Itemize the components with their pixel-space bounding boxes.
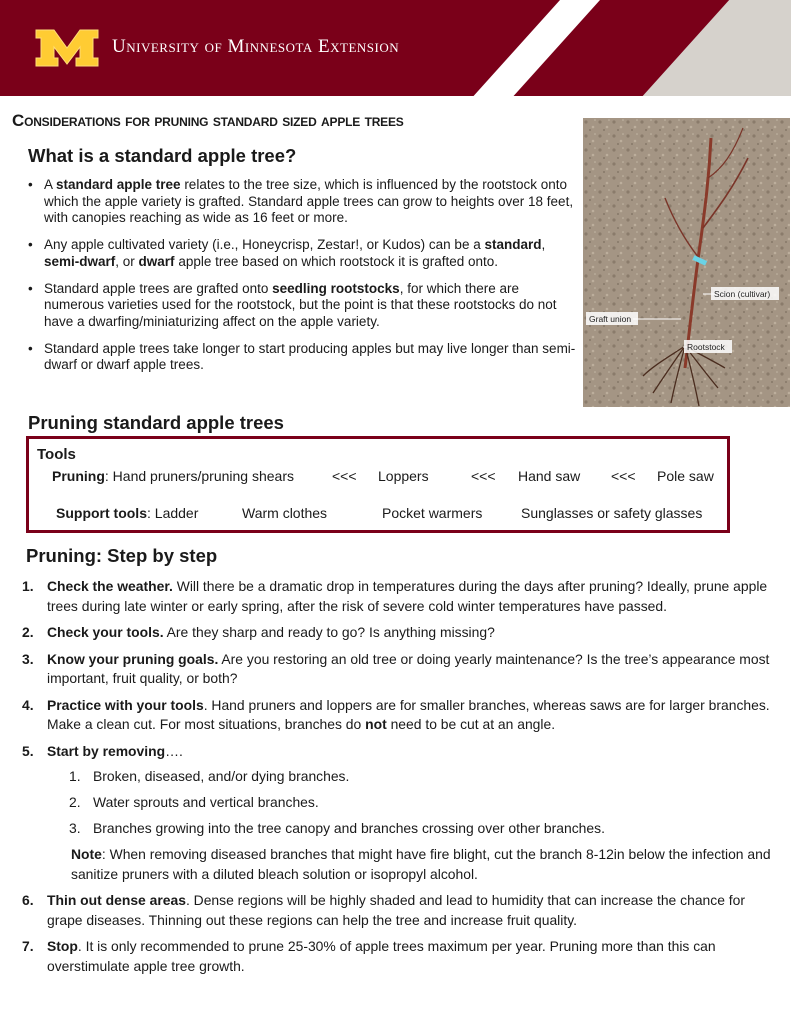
sub-step-number: 2.	[69, 794, 81, 810]
sub-step-number: 1.	[69, 768, 81, 784]
tools-title: Tools	[37, 446, 76, 463]
step-item	[22, 623, 782, 643]
bullet-0-text-2: relates to the tree size, which is influenced by the rootstock onto which the apple variety is grafted. Standard apple trees can grow to heights over 18 feet, with canopies reaching as wide as 16 feet or more.	[44, 177, 574, 225]
step-item	[22, 742, 782, 885]
step-1-text-1: Are they sharp and ready to go? Is anything missing?	[163, 624, 495, 640]
pruning-arrow-2: <<<	[471, 468, 496, 484]
standard-tree-bullets	[28, 177, 576, 384]
step-body	[47, 937, 782, 976]
support-label: Support tools	[56, 505, 147, 521]
pruning-row-label-wrap: Pruning: Hand pruners/pruning shears	[52, 468, 295, 484]
sub-step-number: 3.	[69, 820, 81, 836]
bullet-1-text-2: ,	[541, 237, 546, 252]
note-text-0: Note	[71, 846, 102, 862]
step-1-text-0: Check your tools.	[47, 624, 164, 640]
step-number: 4.	[22, 696, 34, 713]
step-2-text-0: Know your pruning goals.	[47, 650, 219, 667]
block-m-logo	[34, 28, 100, 68]
bullet-2-text-0: Standard apple trees are grafted onto	[44, 280, 273, 296]
bullet-0-text-0: A	[44, 177, 57, 192]
step-item	[22, 696, 782, 735]
sapling-photo	[583, 118, 790, 407]
sub-step-item	[47, 819, 782, 839]
support-tool-pocket-warmers: Pocket warmers	[382, 505, 483, 521]
step-item	[22, 577, 782, 616]
step-number: 7.	[22, 938, 34, 954]
sub-step-item	[47, 793, 782, 813]
bullet-1-text-5: dwarf	[138, 253, 175, 269]
step-body	[47, 696, 782, 735]
support-tool-ladder: Ladder	[154, 505, 199, 521]
pruning-arrow-3: <<<	[611, 468, 636, 484]
step-4-text-1: ….	[165, 742, 183, 759]
bullet-1-text-0: Any apple cultivated variety (i.e., Honeycrisp, Zestar!, or Kudos) can be a	[44, 237, 485, 252]
sub-step-text: Broken, diseased, and/or dying branches.	[93, 768, 350, 784]
bullet-1-text-1: standard	[484, 237, 542, 252]
step-body	[47, 623, 782, 643]
step-3-text-3: need to be cut at an angle.	[386, 716, 556, 732]
sub-step-item	[47, 767, 782, 787]
step-number: 5.	[22, 742, 34, 759]
bullet-1-text-6: apple tree based on which rootstock it is grafted onto.	[174, 253, 499, 269]
step-number: 3.	[22, 650, 34, 667]
section-heading-step-by-step: Pruning: Step by step	[26, 545, 218, 566]
section-heading-pruning-standard: Pruning standard apple trees	[28, 412, 284, 433]
step-3-text-1: . Hand pruners and loppers are for smaller branches, whereas saws are for larger branches. Make a clean cut. For most situations, branches do	[47, 696, 770, 732]
banner-divider-stripe	[474, 0, 600, 96]
step-4-text-0: Start by removing	[47, 742, 166, 759]
step-6-text-1: . It is only recommended to prune 25-30% of apple trees maximum per year. Pruning more than this can overstimulate apple tree growth.	[47, 938, 716, 974]
step-body	[47, 891, 782, 930]
section-heading-standard-tree: What is a standard apple tree?	[28, 145, 297, 166]
bullet-3-text-0: Standard apple trees take longer to start producing apples but may live longer than semi-dwarf or dwarf apple trees.	[44, 340, 576, 372]
pruning-steps-list	[22, 577, 782, 983]
pruning-arrow-1: <<<	[332, 468, 357, 484]
scion-label: Scion (cultivar)	[714, 289, 771, 299]
step-body	[47, 650, 782, 689]
pruning-tool-0: Hand pruners/pruning shears	[112, 468, 295, 484]
step-item	[22, 937, 782, 976]
step-5-text-0: Thin out dense areas	[47, 892, 186, 908]
bullet-item	[28, 281, 576, 331]
page-title: Considerations for pruning standard sized apple trees	[12, 111, 404, 130]
header-banner	[0, 0, 791, 96]
step-0-text-0: Check the weather.	[47, 578, 173, 594]
bullet-item	[28, 341, 576, 374]
step-2-text-1: Are you restoring an old tree or doing yearly maintenance? Is the tree’s appearance most important, fruit quality, or both?	[47, 650, 770, 686]
brand-name: University of Minnesota Extension	[112, 36, 400, 57]
step-body	[47, 742, 782, 762]
bullet-2-text-1: seedling rootstocks	[272, 280, 400, 296]
step-3-text-0: Practice with your tools	[47, 696, 204, 713]
graft-union-label: Graft union	[589, 314, 632, 324]
bullet-2-text-2: , for which there are numerous varieties used for the rootstock, but the point is that these rootstocks do not have a dwarfing/miniaturizing affect on the apple variety.	[44, 280, 557, 329]
bullet-item	[28, 177, 576, 227]
pruning-tool-hand-saw: Hand saw	[518, 468, 581, 484]
step-item	[22, 891, 782, 930]
pruning-tool-pole-saw: Pole saw	[657, 468, 714, 484]
step-body	[47, 577, 782, 616]
step-number: 6.	[22, 892, 34, 908]
note-text-1: : When removing diseased branches that might have fire blight, cut the branch 8-12in below the infection and sanitize pruners with a diluted bleach solution or isopropyl alcohol.	[71, 846, 771, 882]
step-0-text-1: Will there be a dramatic drop in temperatures during the days after pruning? Ideally, prune apple trees during late winter or early spring, after the risk of severe cold winter temperatures have passed.	[47, 578, 768, 614]
sub-step-text: Water sprouts and vertical branches.	[93, 794, 319, 810]
support-tool-glasses: Sunglasses or safety glasses	[521, 505, 703, 521]
pruning-tool-loppers: Loppers	[378, 468, 429, 484]
step-number: 2.	[22, 624, 34, 640]
banner-gray-panel	[640, 0, 791, 96]
bullet-1-text-4: , or	[115, 253, 139, 269]
step-3-text-2: not	[365, 716, 387, 732]
pruning-label: Pruning	[52, 468, 105, 484]
bullet-1-text-3: semi-dwarf	[44, 253, 116, 269]
rootstock-label: Rootstock	[687, 342, 725, 352]
step-number: 1.	[22, 578, 34, 594]
tools-box	[26, 436, 730, 533]
step-note	[47, 845, 782, 884]
step-item	[22, 650, 782, 689]
sub-step-list	[47, 767, 782, 839]
step-5-text-1: . Dense regions will be highly shaded and lead to humidity that can increase the chance for grape diseases. Thinning out these regions can help the tree and increase fruit quality.	[47, 892, 746, 928]
step-6-text-0: Stop	[47, 938, 78, 954]
support-tool-warm-clothes: Warm clothes	[242, 505, 328, 521]
sub-step-text: Branches growing into the tree canopy and branches crossing over other branches.	[93, 820, 605, 836]
bullet-0-text-1: standard apple tree	[56, 177, 181, 192]
support-row-label-wrap: Support tools: Ladder	[56, 505, 199, 521]
bullet-item	[28, 237, 576, 270]
